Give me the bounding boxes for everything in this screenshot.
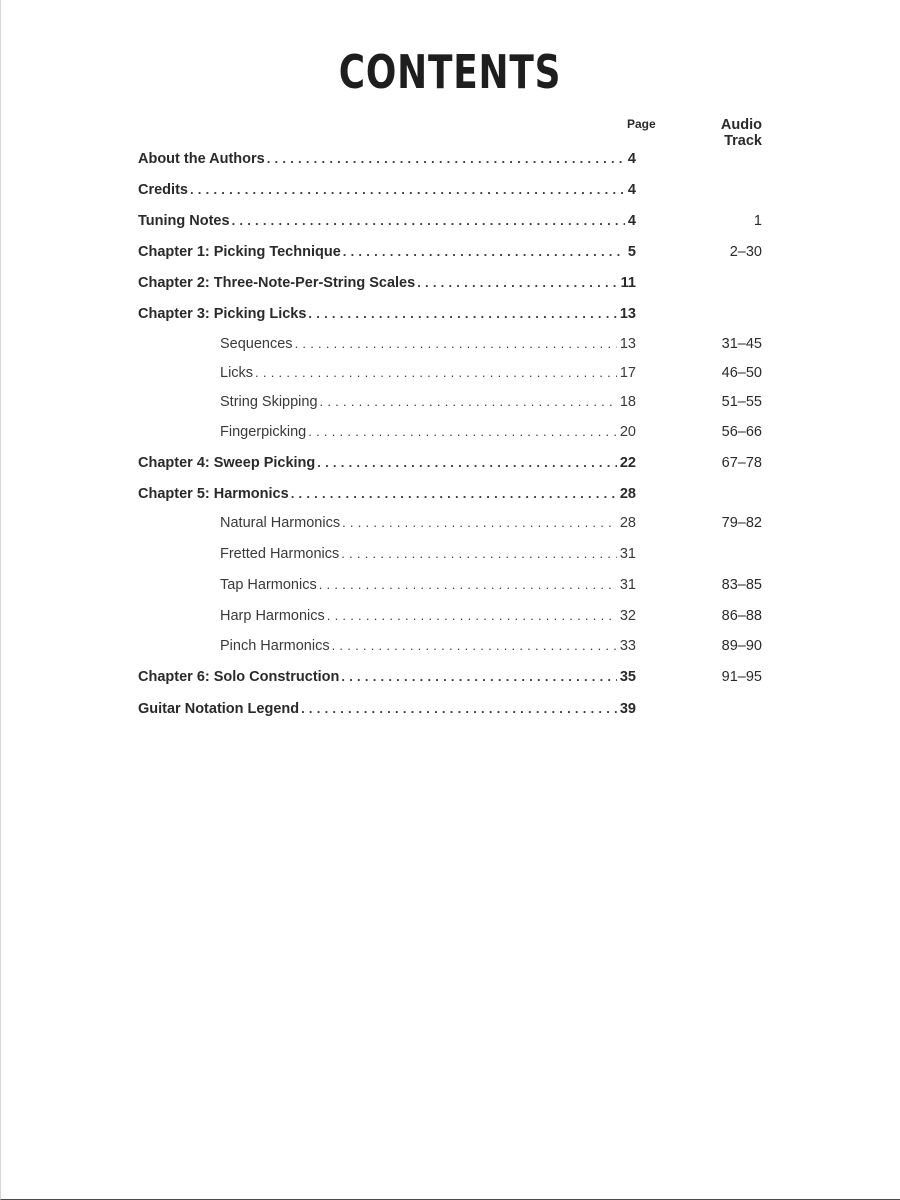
- toc-page-number: 20: [619, 424, 636, 440]
- dot-leader: [320, 391, 617, 413]
- toc-page-number: 35: [619, 669, 636, 685]
- toc-entry: [138, 179, 636, 201]
- dot-leader: [342, 512, 617, 534]
- toc-page-number: 31: [619, 546, 636, 562]
- toc-page-number: 4: [627, 213, 636, 229]
- toc-page-number: 32: [619, 608, 636, 624]
- dot-leader: [332, 635, 617, 657]
- toc-entry-title: Chapter 5: Harmonics: [138, 486, 289, 502]
- toc-entry-title: About the Authors: [138, 151, 265, 167]
- toc-audio-track: 2–30: [729, 244, 762, 260]
- toc-entry-title: Tap Harmonics: [220, 577, 317, 593]
- dot-leader: [295, 333, 617, 355]
- toc-page-number: 28: [619, 515, 636, 531]
- toc-page-number: 22: [619, 455, 636, 471]
- toc-row[interactable]: [0, 179, 900, 201]
- toc-row[interactable]: [0, 148, 900, 170]
- toc-entry: [220, 391, 636, 413]
- toc-entry-title: Chapter 3: Picking Licks: [138, 306, 307, 322]
- dot-leader: [190, 179, 625, 201]
- dot-leader: [341, 666, 616, 688]
- toc-row[interactable]: [0, 698, 900, 720]
- toc-row[interactable]: [0, 483, 900, 505]
- toc-row[interactable]: [0, 452, 900, 474]
- toc-row[interactable]: [0, 666, 900, 688]
- toc-entry-title: Pinch Harmonics: [220, 638, 330, 654]
- dot-leader: [308, 421, 617, 443]
- toc-entry: [220, 362, 636, 384]
- toc-audio-track: 79–82: [721, 515, 762, 531]
- toc-entry: [138, 148, 636, 170]
- dot-leader: [319, 574, 617, 596]
- dot-leader: [417, 272, 617, 294]
- toc-entry-title: Chapter 2: Three-Note-Per-String Scales: [138, 275, 416, 291]
- toc-audio-track: 56–66: [721, 424, 762, 440]
- toc-entry-title: Fingerpicking: [220, 424, 307, 440]
- toc-entry: [220, 605, 636, 627]
- toc-audio-track: 89–90: [721, 638, 762, 654]
- toc-entry-title: Natural Harmonics: [220, 515, 341, 531]
- page-title: CONTENTS: [338, 45, 562, 99]
- toc-row[interactable]: [0, 605, 900, 627]
- page-column-header: Page: [627, 117, 656, 131]
- toc-page-number: 17: [619, 365, 636, 381]
- toc-page-number: 11: [620, 275, 636, 291]
- toc-audio-track: 46–50: [721, 365, 762, 381]
- toc-row[interactable]: [0, 362, 900, 384]
- toc-page-number: 28: [619, 486, 636, 502]
- toc-entry-title: Credits: [138, 182, 188, 198]
- toc-row[interactable]: [0, 210, 900, 232]
- toc-page-number: 31: [619, 577, 636, 593]
- toc-page-number: 13: [619, 306, 636, 322]
- toc-page-number: 33: [619, 638, 636, 654]
- toc-audio-track: 67–78: [721, 455, 762, 471]
- toc-entry: [220, 421, 636, 443]
- dot-leader: [343, 241, 625, 263]
- toc-page-number: 4: [627, 151, 636, 167]
- toc-entry: [138, 210, 636, 232]
- toc-entry-title: Chapter 6: Solo Construction: [138, 669, 340, 685]
- dot-leader: [267, 148, 625, 170]
- toc-entry: [138, 483, 636, 505]
- audio-track-column-header: Audio Track: [720, 117, 762, 149]
- dot-leader: [255, 362, 617, 384]
- toc-entry: [220, 574, 636, 596]
- toc-page-number: 39: [619, 701, 636, 717]
- toc-row[interactable]: [0, 512, 900, 534]
- toc-entry-title: Licks: [220, 365, 254, 381]
- toc-entry: [220, 543, 636, 565]
- toc-entry: [138, 666, 636, 688]
- toc-row[interactable]: [0, 241, 900, 263]
- toc-entry: [220, 635, 636, 657]
- toc-audio-track: 51–55: [721, 394, 762, 410]
- toc-entry: [138, 241, 636, 263]
- toc-row[interactable]: [0, 272, 900, 294]
- toc-row[interactable]: [0, 543, 900, 565]
- dot-leader: [308, 303, 616, 325]
- toc-audio-track: 86–88: [721, 608, 762, 624]
- dot-leader: [327, 605, 617, 627]
- toc-entry: [220, 333, 636, 355]
- toc-entry-title: Harp Harmonics: [220, 608, 325, 624]
- toc-row[interactable]: [0, 333, 900, 355]
- toc-row[interactable]: [0, 303, 900, 325]
- toc-row[interactable]: [0, 574, 900, 596]
- toc-entry-title: Guitar Notation Legend: [138, 701, 300, 717]
- toc-audio-track: 1: [753, 213, 762, 229]
- dot-leader: [232, 210, 625, 232]
- toc-entry-title: Sequences: [220, 336, 293, 352]
- toc-entry-title: Chapter 1: Picking Technique: [138, 244, 341, 260]
- dot-leader: [301, 698, 617, 720]
- toc-entry: [138, 452, 636, 474]
- toc-entry: [220, 512, 636, 534]
- dot-leader: [317, 452, 617, 474]
- toc-page-number: 13: [619, 336, 636, 352]
- toc-page-number: 18: [619, 394, 636, 410]
- dot-leader: [341, 543, 617, 565]
- toc-entry: [138, 698, 636, 720]
- toc-entry-title: String Skipping: [220, 394, 318, 410]
- dot-leader: [291, 483, 617, 505]
- toc-row[interactable]: [0, 635, 900, 657]
- toc-audio-track: 83–85: [721, 577, 762, 593]
- toc-audio-track: 31–45: [721, 336, 762, 352]
- toc-row[interactable]: [0, 421, 900, 443]
- toc-entry-title: Chapter 4: Sweep Picking: [138, 455, 316, 471]
- toc-entry-title: Fretted Harmonics: [220, 546, 340, 562]
- toc-entry: [138, 303, 636, 325]
- toc-entry: [138, 272, 636, 294]
- toc-entry-title: Tuning Notes: [138, 213, 230, 229]
- toc-page-number: 4: [627, 182, 636, 198]
- toc-audio-track: 91–95: [721, 669, 762, 685]
- toc-page-number: 5: [627, 244, 636, 260]
- toc-row[interactable]: [0, 391, 900, 413]
